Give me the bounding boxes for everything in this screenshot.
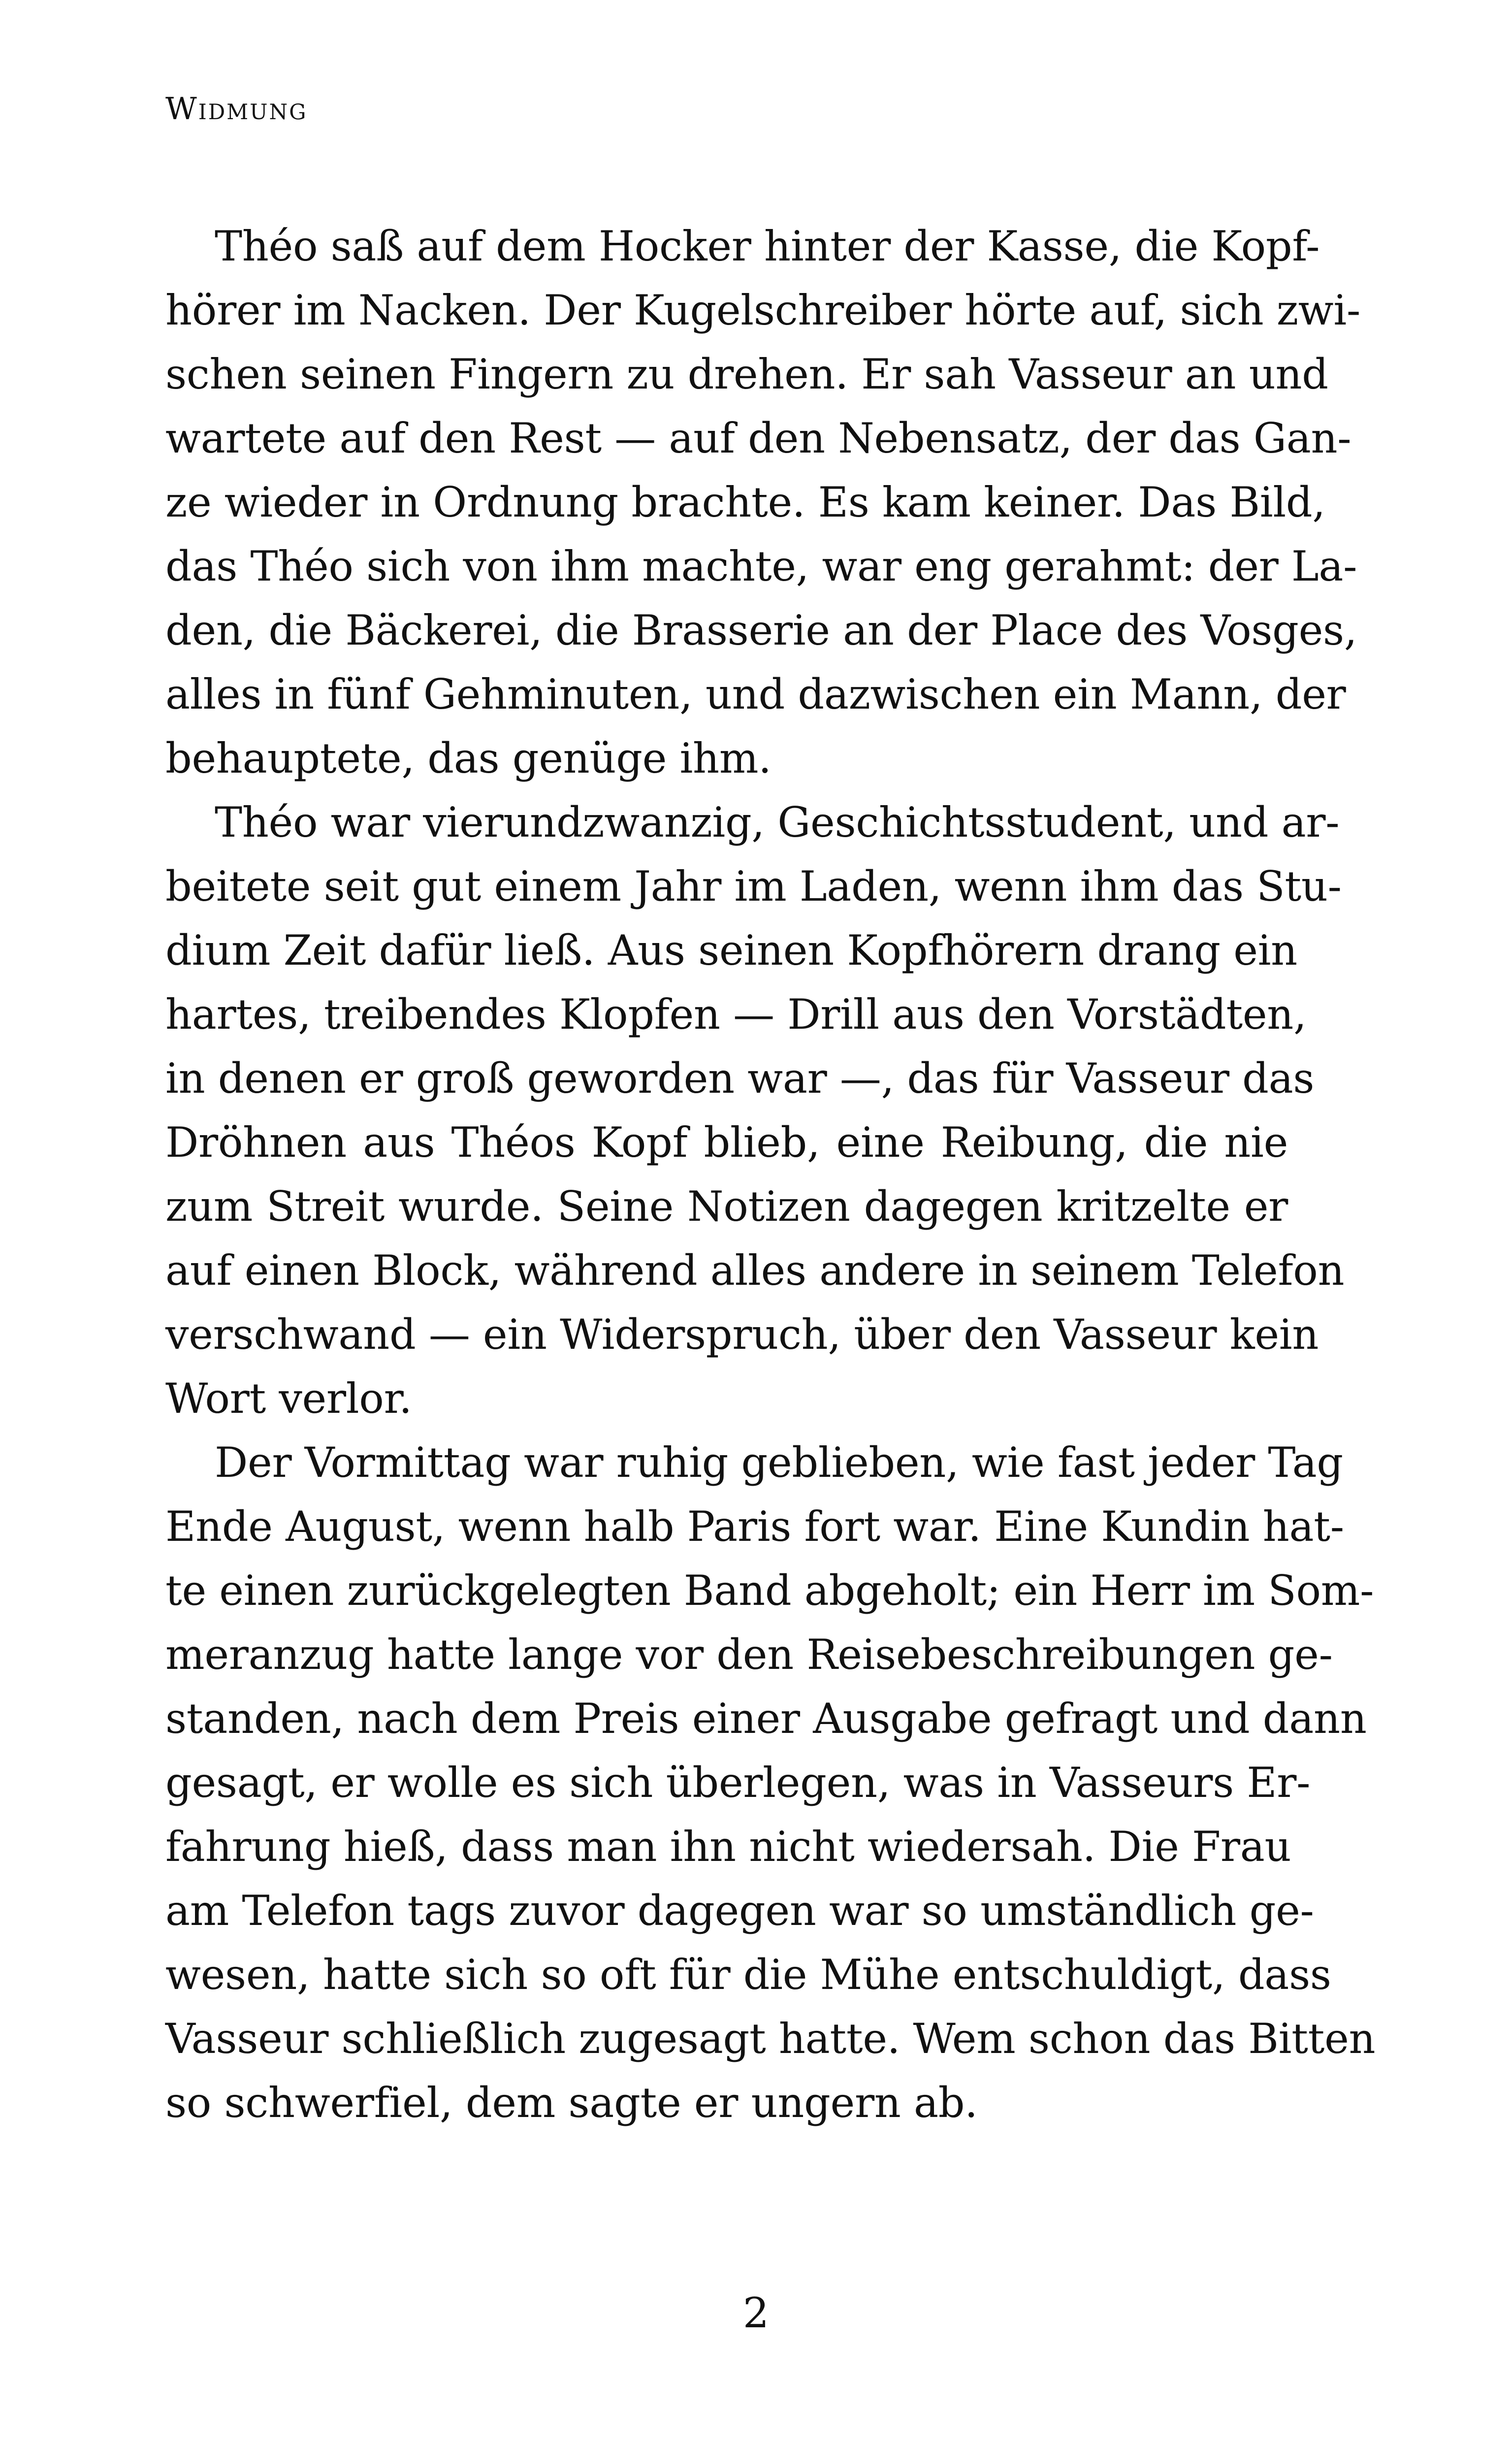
text-line: verschwand — ein Widerspruch, über den Vasseur kein [165, 1310, 1319, 1359]
running-head: Widmung [165, 91, 308, 127]
text-line: auf einen Block, während alles andere in seinem Telefon [165, 1246, 1345, 1295]
body-text [165, 214, 1376, 2135]
text-line: in denen er groß geworden war —, das für Vasseur das [165, 1054, 1315, 1103]
text-line: hartes, treibendes Klopfen — Drill aus den Vorstädten, [165, 990, 1307, 1039]
text-line: gesagt, er wolle es sich überlegen, was in Vasseurs Er- [165, 1759, 1311, 1807]
text-line: Dröhnen aus Théos Kopf blieb, eine Reibung, die nie [165, 1118, 1288, 1167]
text-line: Ende August, wenn halb Paris fort war. Eine Kundin hat- [165, 1502, 1344, 1551]
text-line: Théo war vierundzwanzig, Geschichtsstudent, und ar- [215, 798, 1340, 847]
text-line: behauptete, das genüge ihm. [165, 734, 772, 782]
text-line: Der Vormittag war ruhig geblieben, wie fast jeder Tag [215, 1438, 1343, 1487]
text-line: Vasseur schließlich zugesagt hatte. Wem schon das Bitten [165, 2015, 1376, 2063]
text-line: wesen, hatte sich so oft für die Mühe entschuldigt, dass [165, 1951, 1331, 1999]
text-line: dium Zeit dafür ließ. Aus seinen Kopfhörern drang ein [165, 926, 1297, 975]
text-line: am Telefon tags zuvor dagegen war so umständlich ge- [165, 1887, 1314, 1935]
text-line: das Théo sich von ihm machte, war eng gerahmt: der La- [165, 542, 1357, 590]
text-line: schen seinen Fingern zu drehen. Er sah Vasseur an und [165, 350, 1328, 398]
text-line: meranzug hatte lange vor den Reisebeschreibungen ge- [165, 1630, 1333, 1679]
text-line: Théo saß auf dem Hocker hinter der Kasse, die Kopf- [215, 222, 1320, 270]
text-line: standen, nach dem Preis einer Ausgabe gefragt und dann [165, 1694, 1367, 1743]
text-line: wartete auf den Rest — auf den Nebensatz, der das Gan- [165, 414, 1351, 462]
text-line: fahrung hieß, dass man ihn nicht wiedersah. Die Frau [165, 1823, 1291, 1871]
text-line: alles in fünf Gehminuten, und dazwischen ein Mann, der [165, 670, 1346, 718]
page-number: 2 [742, 2289, 770, 2337]
text-line: den, die Bäckerei, die Brasserie an der Place des Vosges, [165, 606, 1357, 654]
text-line: so schwerfiel, dem sagte er ungern ab. [165, 2079, 978, 2127]
text-line: hörer im Nacken. Der Kugelschreiber hörte auf, sich zwi- [165, 286, 1361, 334]
text-line: Wort verlor. [165, 1374, 412, 1423]
text-line: beitete seit gut einem Jahr im Laden, wenn ihm das Stu- [165, 862, 1342, 911]
text-line: zum Streit wurde. Seine Notizen dagegen kritzelte er [165, 1182, 1288, 1231]
text-line: te einen zurückgelegten Band abgeholt; ein Herr im Som- [165, 1566, 1374, 1615]
text-line: ze wieder in Ordnung brachte. Es kam keiner. Das Bild, [165, 478, 1325, 526]
